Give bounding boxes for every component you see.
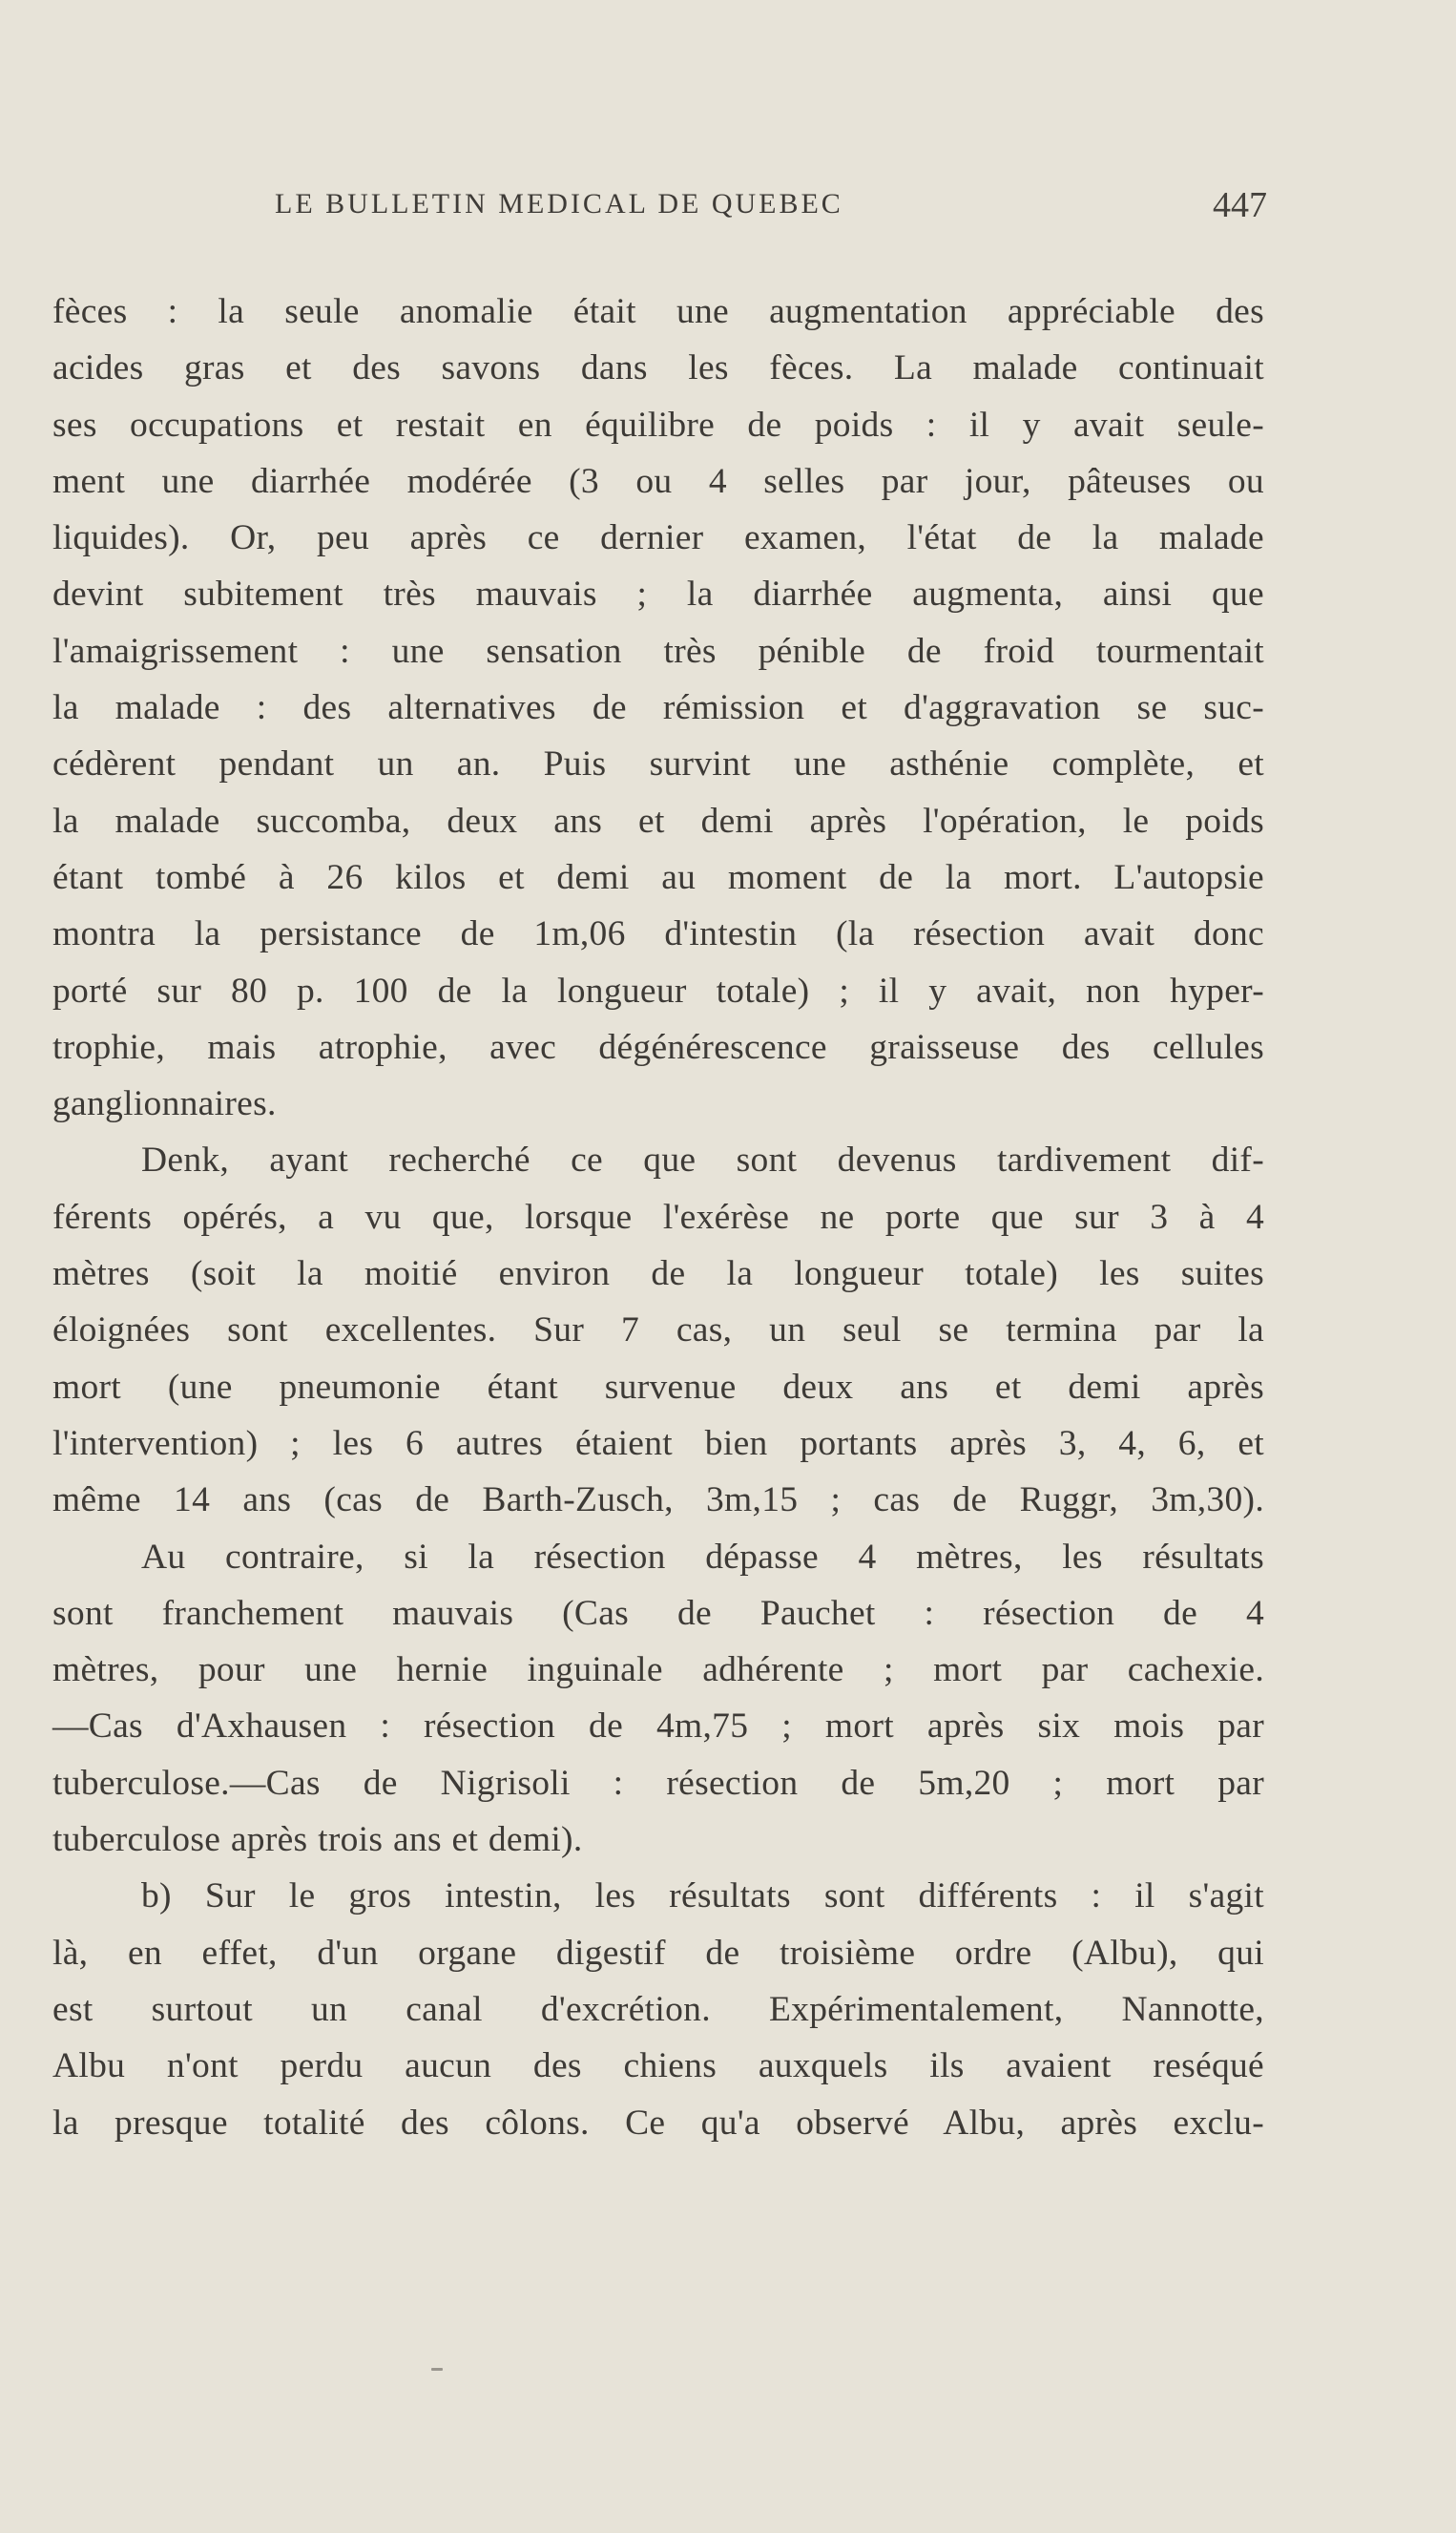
text-line: Albu n'ont perdu aucun des chiens auxquels ils avaient reséqué xyxy=(52,2046,1264,2086)
text-line: Au contraire, si la résection dépasse 4 mètres, les résultats xyxy=(141,1537,1264,1577)
text-line: montra la persistance de 1m,06 d'intestin (la résection avait donc xyxy=(52,914,1264,954)
text-line: la malade : des alternatives de rémission et d'aggravation se suc- xyxy=(52,688,1264,728)
text-line: tuberculose.—Cas de Nigrisoli : résection de 5m,20 ; mort par xyxy=(52,1763,1264,1803)
text-line: mètres (soit la moitié environ de la longueur totale) les suites xyxy=(52,1254,1264,1294)
text-line: là, en effet, d'un organe digestif de troisième ordre (Albu), qui xyxy=(52,1933,1264,1973)
text-line: même 14 ans (cas de Barth-Zusch, 3m,15 ; cas de Ruggr, 3m,30). xyxy=(52,1480,1264,1520)
text-line: étant tombé à 26 kilos et demi au moment de la mort. L'autopsie xyxy=(52,857,1264,897)
text-line: sont franchement mauvais (Cas de Pauchet : résection de 4 xyxy=(52,1593,1264,1633)
text-line: liquides). Or, peu après ce dernier examen, l'état de la malade xyxy=(52,518,1264,558)
journal-title: LE BULLETIN MEDICAL DE QUEBEC xyxy=(275,188,843,220)
text-line: tuberculose après trois ans et demi). xyxy=(52,1820,583,1860)
text-line: —Cas d'Axhausen : résection de 4m,75 ; mort après six mois par xyxy=(52,1706,1264,1747)
text-line: ment une diarrhée modérée (3 ou 4 selles par jour, pâteuses ou xyxy=(52,461,1264,501)
body-text xyxy=(52,283,1264,2151)
text-line: est surtout un canal d'excrétion. Expérimentalement, Nannotte, xyxy=(52,1989,1264,2029)
page-speck xyxy=(431,2368,443,2371)
text-line: ses occupations et restait en équilibre de poids : il y avait seule- xyxy=(52,405,1264,445)
text-line: fèces : la seule anomalie était une augmentation appréciable des xyxy=(52,292,1264,331)
text-line: la presque totalité des côlons. Ce qu'a observé Albu, après exclu- xyxy=(52,2103,1264,2143)
text-line: l'intervention) ; les 6 autres étaient bien portants après 3, 4, 6, et xyxy=(52,1423,1264,1463)
text-line: la malade succomba, deux ans et demi après l'opération, le poids xyxy=(52,801,1264,841)
text-line: l'amaigrissement : une sensation très pénible de froid tourmentait xyxy=(52,631,1264,671)
text-line: b) Sur le gros intestin, les résultats sont différents : il s'agit xyxy=(141,1876,1264,1916)
text-line: éloignées sont excellentes. Sur 7 cas, un seul se termina par la xyxy=(52,1310,1264,1350)
text-line: ganglionnaires. xyxy=(52,1084,277,1124)
text-line: acides gras et des savons dans les fèces. La malade continuait xyxy=(52,348,1264,388)
text-line: mètres, pour une hernie inguinale adhérente ; mort par cachexie. xyxy=(52,1650,1264,1690)
text-line: trophie, mais atrophie, avec dégénérescence graisseuse des cellules xyxy=(52,1027,1264,1067)
text-line: férents opérés, a vu que, lorsque l'exérèse ne porte que sur 3 à 4 xyxy=(52,1197,1264,1237)
text-line: mort (une pneumonie étant survenue deux ans et demi après xyxy=(52,1367,1264,1407)
page-number: 447 xyxy=(1213,185,1267,225)
text-line: cédèrent pendant un an. Puis survint une asthénie complète, et xyxy=(52,744,1264,785)
text-line: Denk, ayant recherché ce que sont devenus tardivement dif- xyxy=(141,1141,1264,1181)
text-line: porté sur 80 p. 100 de la longueur totale) ; il y avait, non hyper- xyxy=(52,971,1264,1011)
text-line: devint subitement très mauvais ; la diarrhée augmenta, ainsi que xyxy=(52,575,1264,615)
running-head xyxy=(275,185,1267,232)
